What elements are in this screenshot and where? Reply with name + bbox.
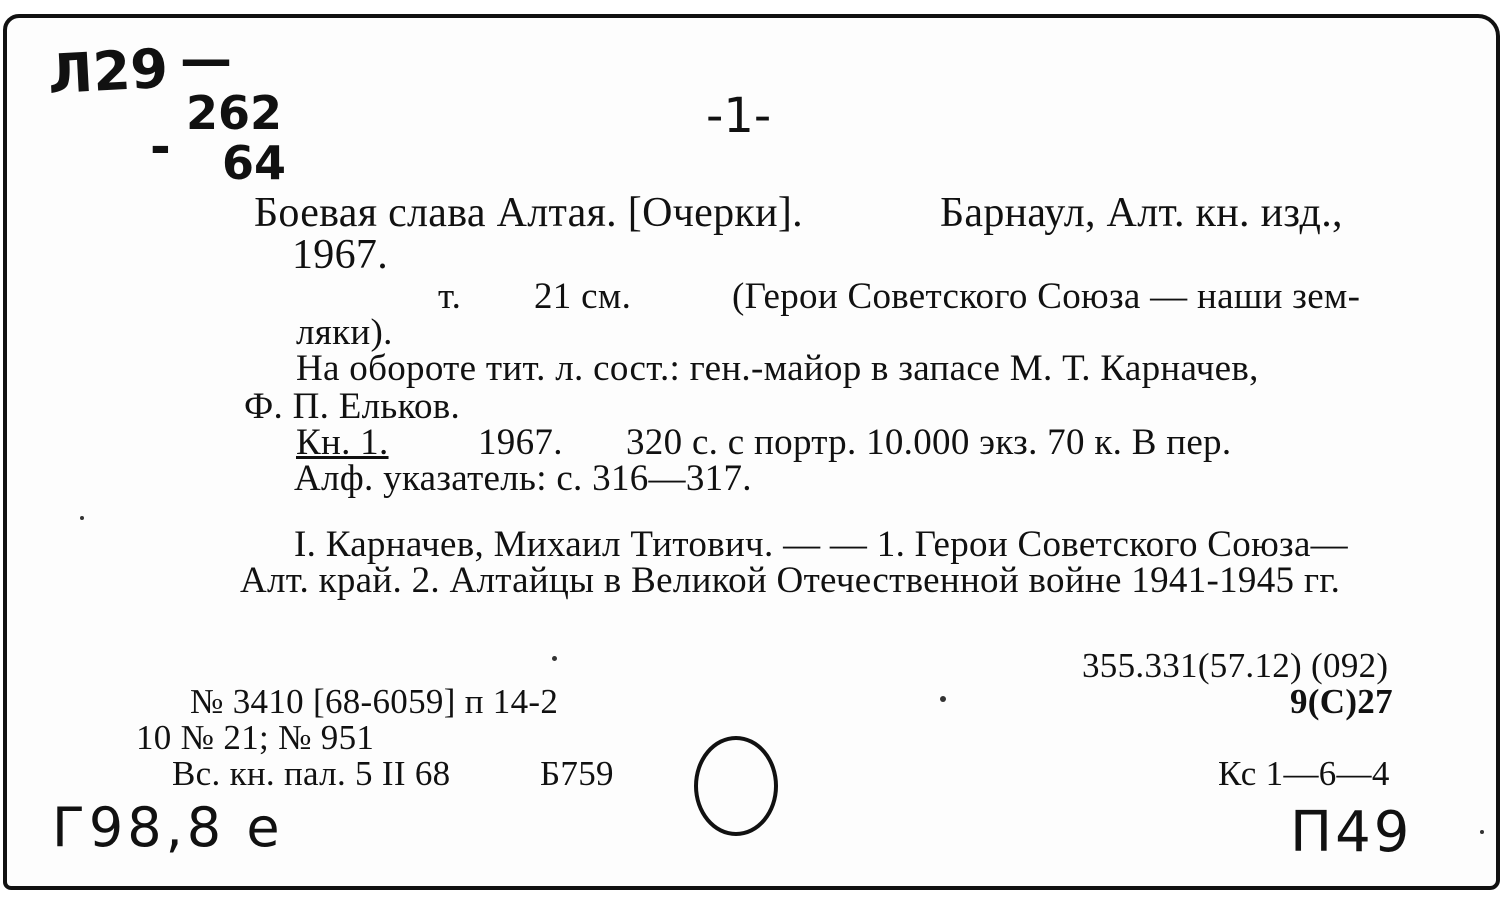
handwritten-bottom-right: П49 (1290, 800, 1413, 865)
handwritten-page-mark: -1- (706, 88, 772, 144)
entry-series-line1: (Герои Советского Союза — наши зем- (732, 276, 1361, 317)
entry-series-line2: ляки). (296, 312, 393, 353)
scan-speck (1480, 830, 1484, 834)
entry-index: Алф. указатель: с. 316—317. (294, 458, 752, 499)
subjects-line2: Алт. край. 2. Алтайцы в Великой Отечественной войне 1941-1945 гг. (240, 560, 1341, 601)
subjects-line1: I. Карначев, Михаил Титович. — — 1. Герои Советского Союза— (294, 524, 1348, 565)
entry-kn-details: 320 с. с портр. 10.000 экз. 70 к. В пер. (626, 422, 1232, 463)
entry-year: 1967. (292, 232, 388, 278)
hole-punch-circle (694, 736, 778, 836)
scan-speck (80, 516, 84, 520)
handwritten-shelfmark: Л29 (46, 36, 170, 107)
footer-number: № 3410 [68-6059] п 14-2 (190, 682, 559, 721)
footer-chamber: Вс. кн. пал. 5 II 68 (172, 754, 451, 793)
entry-volume: т. (438, 276, 462, 317)
entry-size: 21 см. (534, 276, 632, 317)
bbk-index: 9(С)27 (1290, 682, 1393, 721)
handwritten-64: 64 (222, 136, 287, 190)
handwritten-dash-top: — (180, 30, 232, 90)
scan-speck (940, 696, 946, 702)
entry-note-line2: Ф. П. Ельков. (244, 386, 461, 427)
udc-index: 355.331(57.12) (092) (1082, 646, 1389, 685)
footer-code: Б759 (540, 754, 614, 793)
handwritten-bottom-left: Г98,8 e (52, 796, 284, 859)
handwritten-262: 262 (186, 86, 283, 140)
entry-kn: Кн. 1. (296, 422, 389, 463)
entry-title: Боевая слава Алтая. [Очерки]. (254, 190, 803, 236)
footer-line2: 10 № 21; № 951 (136, 718, 375, 757)
scan-speck (552, 656, 557, 661)
kc-code: Кс 1—6—4 (1218, 754, 1390, 793)
handwritten-dash-left: - (150, 118, 171, 176)
entry-kn-year: 1967. (478, 422, 563, 463)
entry-imprint: Барнаул, Алт. кн. изд., (940, 190, 1343, 236)
entry-note-line1: На обороте тит. л. сост.: ген.-майор в запасе М. Т. Карначев, (296, 348, 1259, 389)
